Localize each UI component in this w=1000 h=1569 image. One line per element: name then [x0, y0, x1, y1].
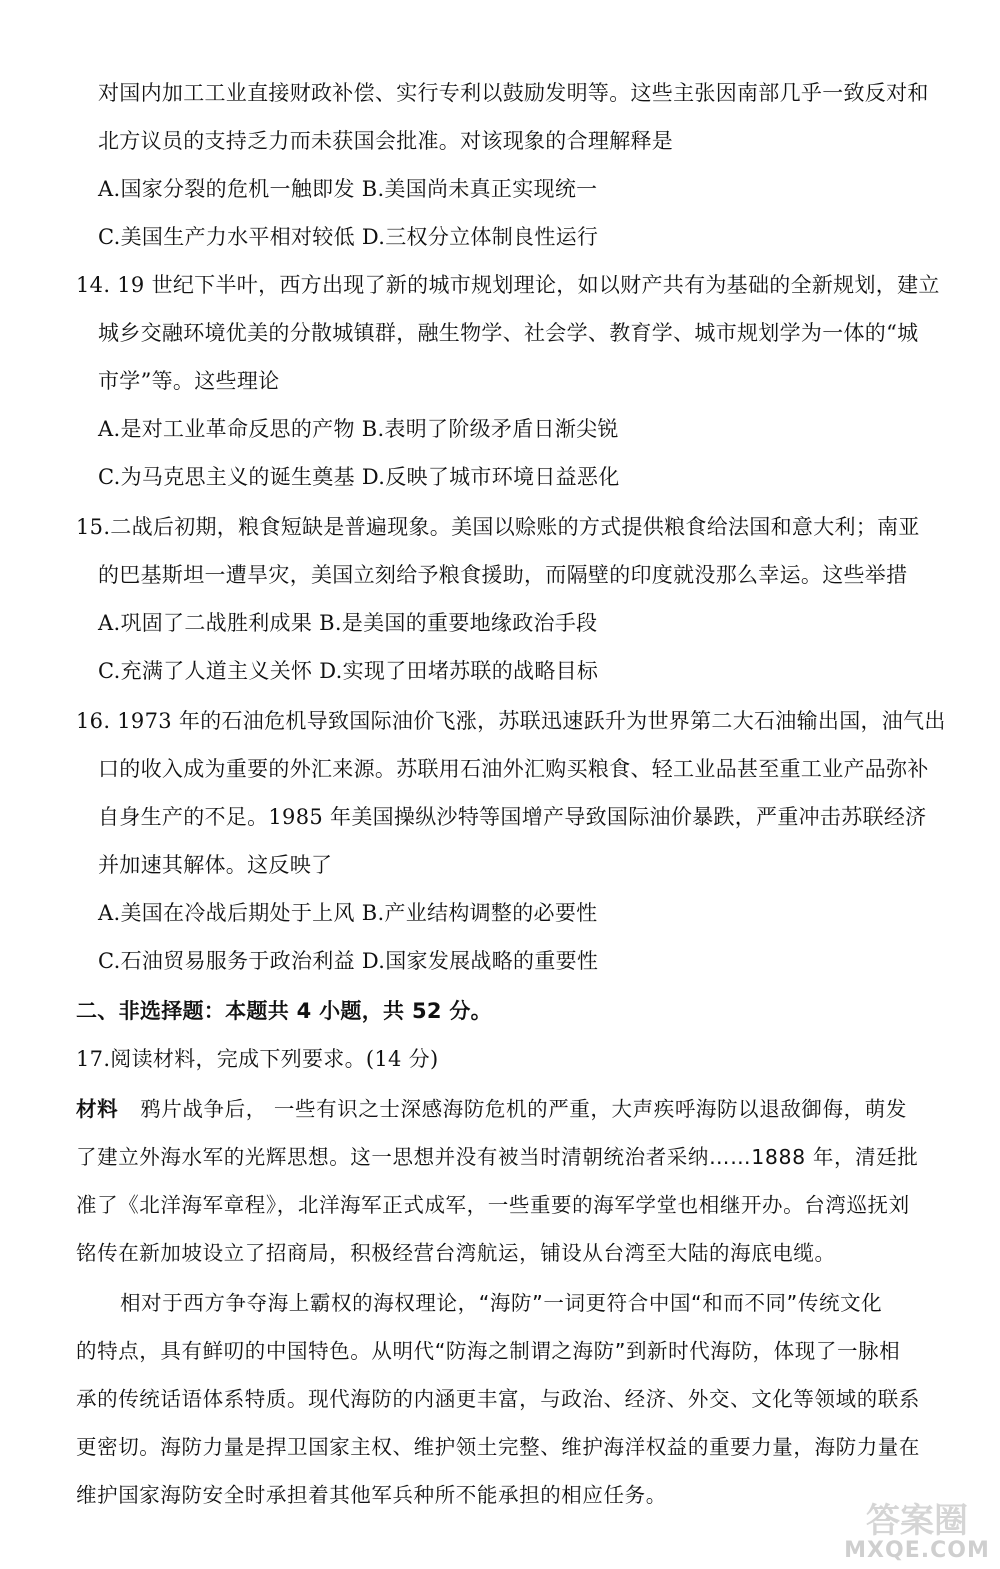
q16-stem-line-2: 口的收入成为重要的外汇来源。苏联用石油外汇购买粮食、轻工业品甚至重工业产品弥补: [98, 757, 929, 781]
q15-stem-line-1: 15.二战后初期，粮食短缺是普遍现象。美国以赊账的方式提供粮食给法国和意大利；南亚: [76, 515, 920, 539]
q14-options-ab: A.是对工业革命反思的产物 B.表明了阶级矛盾日渐尖锐: [98, 417, 619, 441]
q16-options-cd: C.石油贸易服务于政治利益 D.国家发展战略的重要性: [98, 949, 599, 973]
q17-material-line-1: [76, 1094, 936, 1124]
q17-material-p2-line-4: 更密切。海防力量是捍卫国家主权、维护领土完整、维护海洋权益的重要力量，海防力量在: [76, 1435, 920, 1459]
q17-material-p2-line-3: 承的传统话语体系特质。现代海防的内涵更丰富，与政治、经济、外交、文化等领域的联系: [76, 1387, 920, 1411]
q15-options-ab: A.巩固了二战胜利成果 B.是美国的重要地缘政治手段: [98, 611, 598, 635]
q13-options-cd: C.美国生产力水平相对较低 D.三权分立体制良性运行: [98, 225, 599, 249]
q16-stem-line-3: 自身生产的不足。1985 年美国操纵沙特等国增产导致国际油价暴跌，严重冲击苏联经济: [98, 805, 927, 829]
q15-options-cd: C.充满了人道主义关怀 D.实现了田堵苏联的战略目标: [98, 659, 599, 683]
q17-material-line-4: 铭传在新加坡设立了招商局，积极经营台湾航运，铺设从台湾至大陆的海底电缆。: [76, 1241, 836, 1265]
q16-stem-line-1: 16. 1973 年的石油危机导致国际油价飞涨，苏联迅速跃升为世界第二大石油输出国，油气出: [76, 709, 946, 733]
q14-stem-line-1: 14. 19 世纪下半叶，西方出现了新的城市规划理论，如以财产共有为基础的全新规划，建立: [76, 273, 940, 297]
q14-options-cd: C.为马克思主义的诞生奠基 D.反映了城市环境日益恶化: [98, 465, 620, 489]
q13-options-ab: A.国家分裂的危机一触即发 B.美国尚未真正实现统一: [98, 177, 598, 201]
section-heading: 二、非选择题：本题共 4 小题，共 52 分。: [76, 999, 492, 1023]
q15-stem-line-2: 的巴基斯坦一遭旱灾，美国立刻给予粮食援助，而隔壁的印度就没那么幸运。这些举措: [98, 563, 908, 587]
q17-material-line-3: 准了《北洋海军章程》，北洋海军正式成军，一些重要的海军学堂也相继开办。台湾巡抚刘: [76, 1193, 910, 1217]
material-text: 鸦片战争后， 一些有识之士深感海防危机的严重，大声疾呼海防以退敌御侮，萌发: [140, 1097, 907, 1121]
q13-stem-line-1: 对国内加工工业直接财政补偿、实行专利以鼓励发明等。这些主张因南部几乎一致反对和: [98, 81, 929, 105]
q17-material-line-2: 了建立外海水军的光辉思想。这一思想并没有被当时清朝统治者采纳……1888 年，清廷批: [76, 1145, 919, 1169]
watermark-site: MXQE.COM: [844, 1538, 990, 1563]
q17-material-p2-line-5: 维护国家海防安全时承担着其他军兵种所不能承担的相应任务。: [76, 1483, 667, 1507]
watermark-logo: 答案圈: [866, 1501, 968, 1541]
material-label: 材料: [76, 1097, 119, 1121]
q17-material-p2-line-1: 相对于西方争夺海上霸权的海权理论，“海防”一词更符合中国“和而不同”传统文化: [120, 1291, 883, 1315]
q14-stem-line-3: 市学”等。这些理论: [98, 369, 280, 393]
watermark: [842, 1493, 992, 1563]
q17-material-p2-line-2: 的特点，具有鲜叨的中国特色。从明代“防海之制谓之海防”到新时代海防，体现了一脉相: [76, 1339, 901, 1363]
q16-options-ab: A.美国在冷战后期处于上风 B.产业结构调整的必要性: [98, 901, 598, 925]
q14-stem-line-2: 城乡交融环境优美的分散城镇群，融生物学、社会学、教育学、城市规划学为一体的“城: [98, 321, 919, 345]
q17-stem: 17.阅读材料，完成下列要求。(14 分): [76, 1047, 439, 1071]
q13-stem-line-2: 北方议员的支持乏力而未获国会批准。对该现象的合理解释是: [98, 129, 674, 153]
q16-stem-line-4: 并加速其解体。这反映了: [98, 853, 333, 877]
